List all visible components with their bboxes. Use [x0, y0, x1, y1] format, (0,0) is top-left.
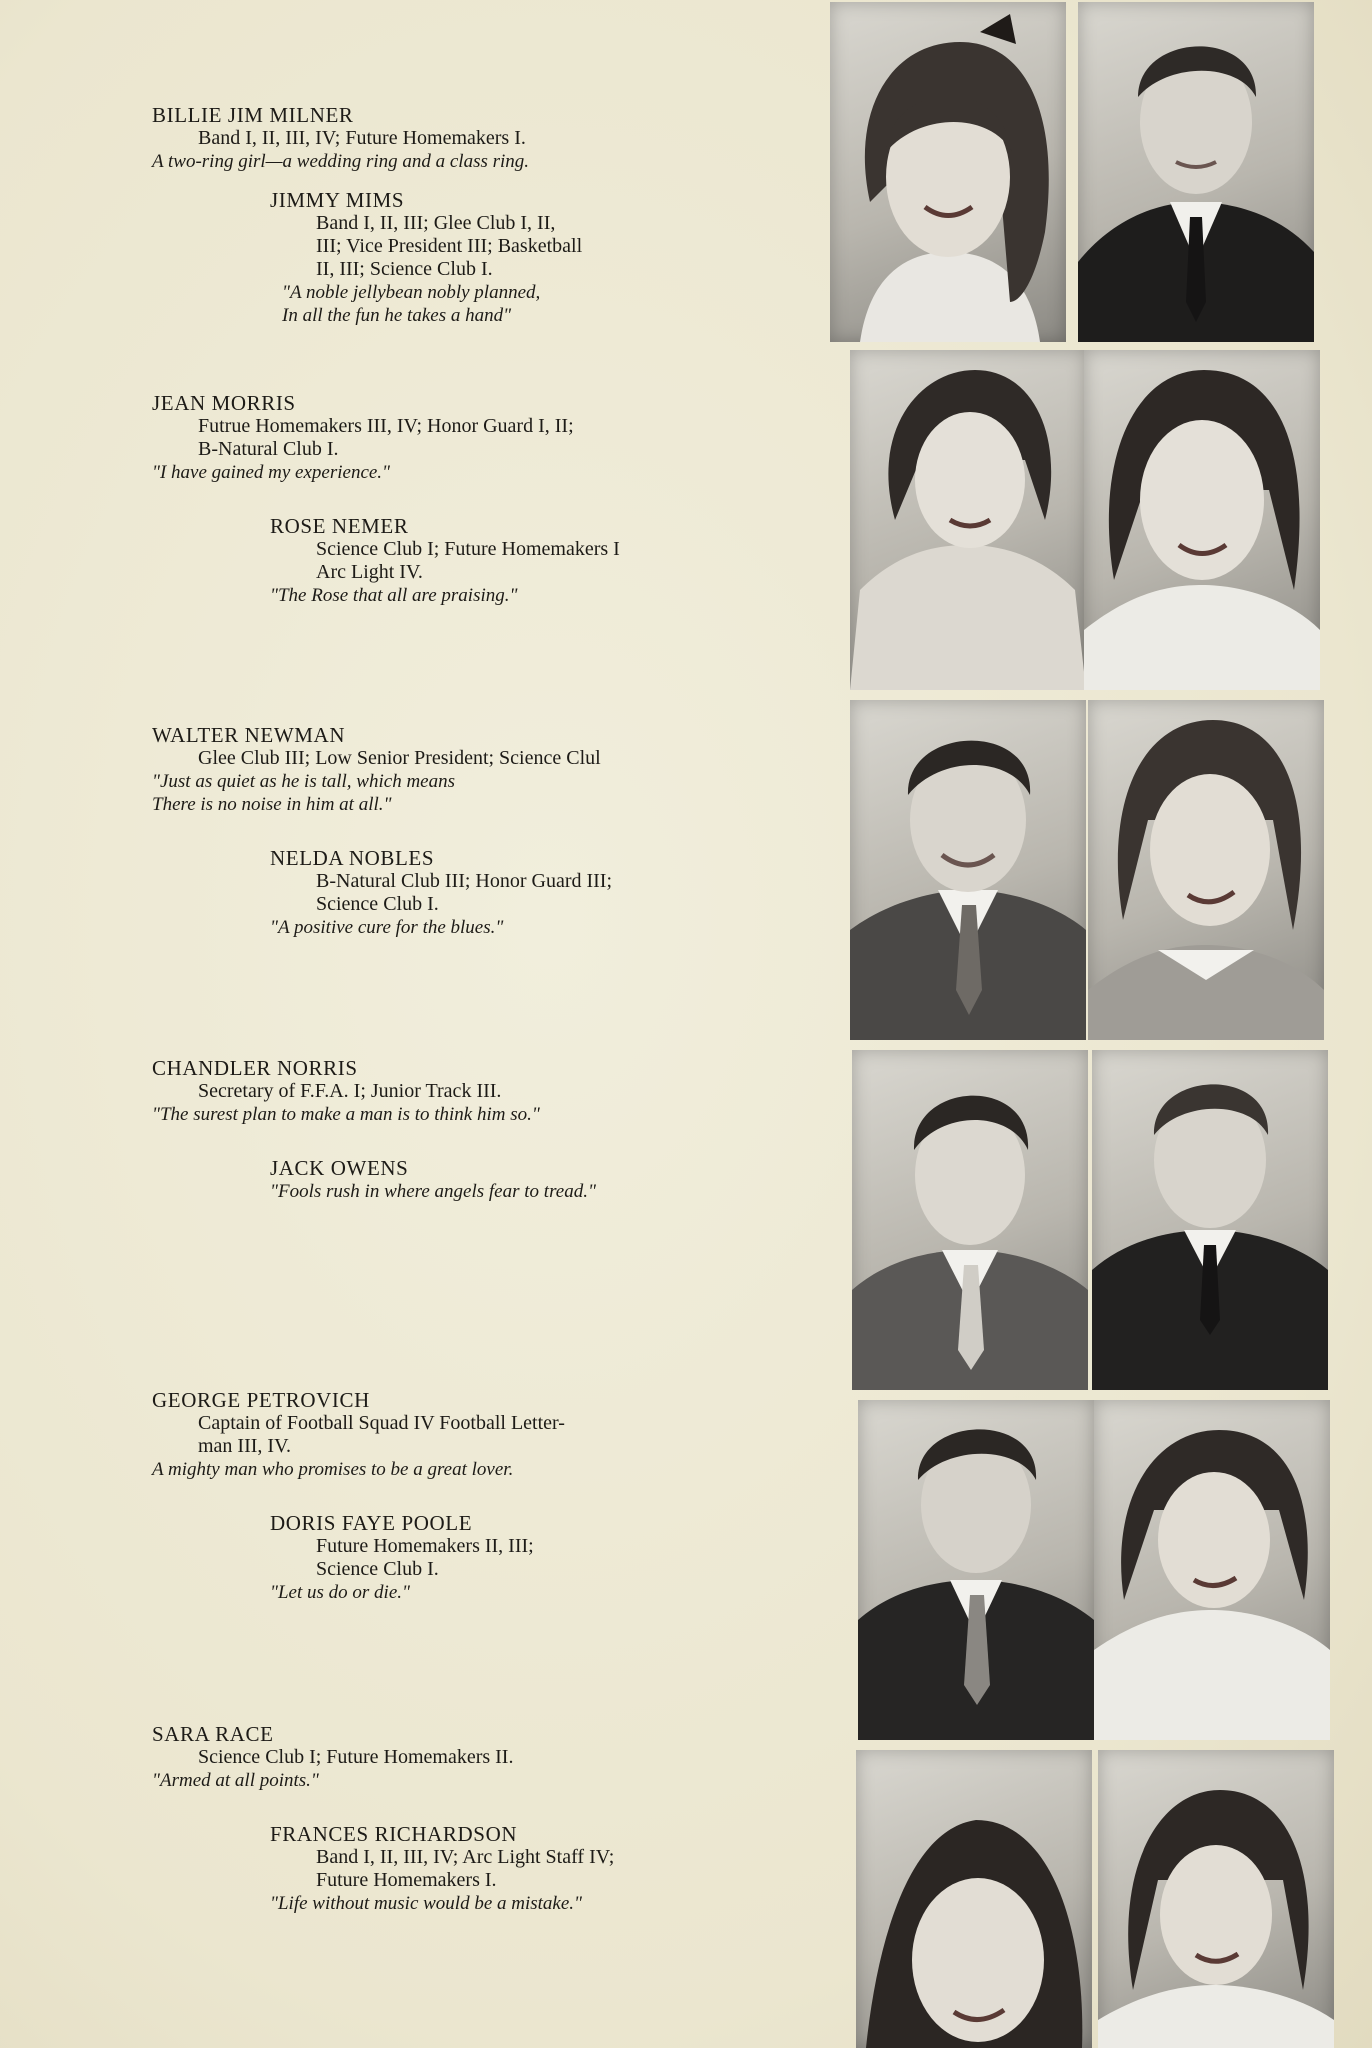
entry-sara-race — [152, 1722, 872, 1792]
entry-chandler-norris — [152, 1056, 872, 1126]
portrait-photo-frances-richardson — [1098, 1750, 1334, 2048]
student-name: ROSE NEMER — [270, 514, 409, 538]
entry-george-petrovich — [152, 1388, 872, 1481]
student-activities: Secretary of F.F.A. I; Junior Track III. — [198, 1080, 502, 1102]
portrait-photo-rose-nemer — [1084, 350, 1320, 690]
student-quote: "Just as quiet as he is tall, which means There is no noise in him at all." — [152, 771, 455, 815]
student-activities: Captain of Football Squad IV Football Letter- man III, IV. — [198, 1412, 565, 1457]
student-name: DORIS FAYE POOLE — [270, 1511, 473, 1535]
student-activities: Band I, II, III, IV; Future Homemakers I. — [198, 127, 526, 149]
portrait-photo-doris-faye-poole — [1094, 1400, 1330, 1740]
student-name: JEAN MORRIS — [152, 391, 296, 415]
student-activities: Future Homemakers II, III; Science Club I. — [316, 1535, 534, 1580]
student-activities: Band I, II, III; Glee Club I, II, III; Vice President III; Basketball II, III; Science Club I. — [316, 212, 583, 280]
entry-jean-morris — [152, 391, 872, 484]
student-name: WALTER NEWMAN — [152, 723, 346, 747]
student-quote: "Life without music would be a mistake." — [270, 1893, 583, 1914]
student-name: NELDA NOBLES — [270, 846, 435, 870]
student-name: JACK OWENS — [270, 1156, 409, 1180]
student-quote: "A noble jellybean nobly planned, In all the fun he takes a hand" — [282, 282, 541, 326]
portrait-column — [828, 0, 1304, 2048]
portrait-photo-george-petrovich — [858, 1400, 1094, 1740]
student-quote: "Fools rush in where angels fear to tread." — [270, 1181, 596, 1202]
student-name: GEORGE PETROVICH — [152, 1388, 370, 1412]
student-quote: "The surest plan to make a man is to think him so." — [152, 1104, 540, 1125]
student-activities: Futrue Homemakers III, IV; Honor Guard I, II; B-Natural Club I. — [198, 415, 574, 460]
portrait-photo-nelda-nobles — [1088, 700, 1324, 1040]
student-name: BILLIE JIM MILNER — [152, 103, 354, 127]
student-activities: Glee Club III; Low Senior President; Science Clul — [198, 747, 601, 769]
student-name: CHANDLER NORRIS — [152, 1056, 358, 1080]
student-quote: A mighty man who promises to be a great lover. — [152, 1459, 514, 1480]
student-quote: "I have gained my experience." — [152, 462, 391, 483]
student-activities: B-Natural Club III; Honor Guard III; Science Club I. — [316, 870, 613, 915]
student-activities: Science Club I; Future Homemakers II. — [198, 1746, 514, 1768]
portrait-photo-sara-race — [856, 1750, 1092, 2048]
student-quote: "The Rose that all are praising." — [270, 585, 518, 606]
student-quote: A two-ring girl—a wedding ring and a class ring. — [152, 151, 530, 172]
portrait-photo-jean-morris — [850, 350, 1086, 690]
student-name: FRANCES RICHARDSON — [270, 1822, 518, 1846]
portrait-photo-chandler-norris — [852, 1050, 1088, 1390]
portrait-photo-jimmy-mims — [1078, 2, 1314, 342]
student-activities: Science Club I; Future Homemakers I Arc Light IV. — [316, 538, 620, 583]
student-quote: "Let us do or die." — [270, 1582, 410, 1603]
student-activities: Band I, II, III, IV; Arc Light Staff IV; Future Homemakers I. — [316, 1846, 615, 1891]
entry-walter-newman — [152, 723, 872, 816]
portrait-photo-walter-newman — [850, 700, 1086, 1040]
student-quote: "Armed at all points." — [152, 1770, 319, 1791]
entry-billie-jim-milner — [152, 103, 872, 173]
portrait-photo-jack-owens — [1092, 1050, 1328, 1390]
student-quote: "A positive cure for the blues." — [270, 917, 504, 938]
student-name: SARA RACE — [152, 1722, 274, 1746]
portrait-photo-billie-jim-milner — [830, 2, 1066, 342]
student-name: JIMMY MIMS — [270, 188, 405, 212]
